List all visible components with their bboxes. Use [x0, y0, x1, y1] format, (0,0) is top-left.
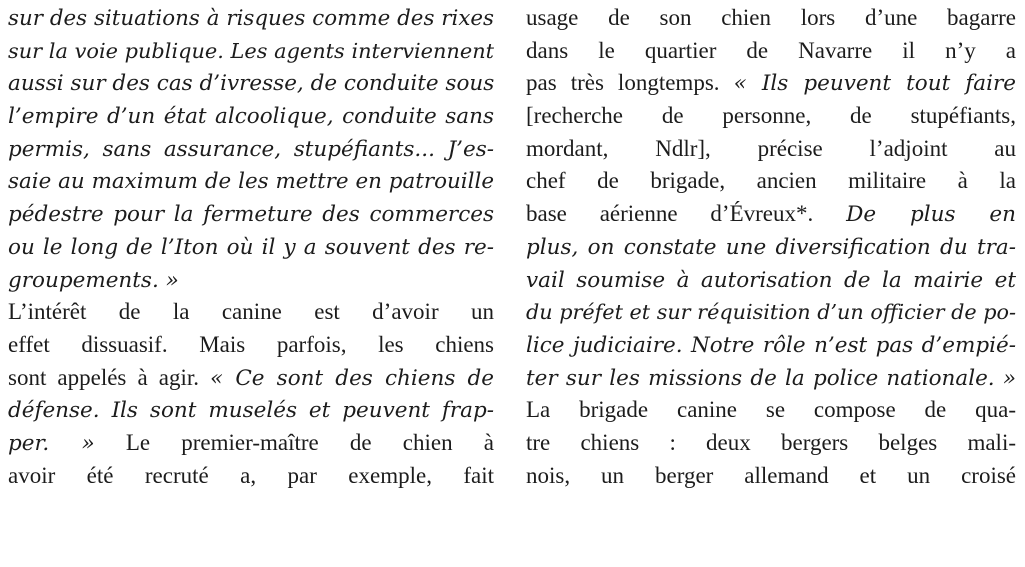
- quote-text: plus, on constate une diversification du tra-: [526, 234, 1016, 260]
- body-text: usage de son chien lors d’une bagarre: [526, 5, 1016, 30]
- text-line: [8, 231, 494, 264]
- text-line: [8, 394, 494, 427]
- quote-text: saie au maximum de les mettre en patrouille: [8, 169, 494, 195]
- quote-text: pédestre pour la fermeture des commerces: [8, 202, 494, 228]
- quote-text: De plus en: [846, 202, 1016, 228]
- text-line: [8, 427, 494, 460]
- quote-text: défense. Ils sont muselés et peuvent frap-: [8, 398, 494, 424]
- quote-text: permis, sans assurance, stupéfiants... J’es-: [8, 136, 494, 162]
- body-text: dans le quartier de Navarre il n’y a: [526, 37, 1016, 63]
- body-text: [recherche de personne, de stupéfiants,: [526, 103, 1016, 129]
- body-text: effet dissuasif. Mais parfois, les chiens: [8, 331, 494, 357]
- text-line: [526, 460, 1016, 493]
- body-text: base aérienne d’Évreux*.: [526, 201, 847, 227]
- body-text: nois, un berger allemand et un croisé: [526, 462, 1016, 488]
- text-line: [526, 394, 1016, 427]
- quote-text: « Ils peuvent tout faire: [733, 71, 1017, 97]
- body-text: tre chiens : deux bergers belges mali-: [526, 429, 1016, 455]
- body-text: chef de brigade, ancien militaire à la: [526, 168, 1016, 194]
- text-line: [8, 35, 494, 68]
- quote-text: groupements. »: [8, 267, 179, 293]
- text-line: [8, 329, 494, 362]
- text-line: [526, 35, 1016, 68]
- quote-text: vail soumise à autorisation de la mairie et: [526, 267, 1016, 293]
- text-line: [526, 67, 1016, 100]
- text-line: [526, 362, 1016, 395]
- quote-text: l’empire d’un état alcoolique, conduite sans: [8, 104, 494, 130]
- quote-text: sur la voie publique. Les agents interviennent: [8, 38, 494, 63]
- text-line: [526, 2, 1016, 35]
- body-text: sont appelés à agir.: [8, 364, 211, 390]
- body-text: L’intérêt de la canine est d’avoir un: [8, 299, 494, 325]
- quote-text: ter sur les missions de la police nationale. »: [526, 365, 1016, 391]
- text-line: [526, 133, 1016, 166]
- quote-text: per. »: [8, 430, 95, 456]
- quote-text: lice judiciaire. Notre rôle n’est pas d’empié-: [526, 332, 1016, 358]
- text-line: [8, 460, 494, 493]
- text-line: [526, 427, 1016, 460]
- quote-text: « Ce sont des chiens de: [210, 365, 494, 391]
- body-text: avoir été recruté a, par exemple, fait: [8, 462, 494, 488]
- text-line: [8, 296, 494, 329]
- text-line: [8, 264, 494, 297]
- text-line: [8, 133, 494, 166]
- text-column-right: [526, 0, 1016, 492]
- text-line: [526, 329, 1016, 362]
- body-text: mordant, Ndlr], précise l’adjoint au: [526, 135, 1016, 161]
- text-column-left: [8, 0, 494, 492]
- text-line: [526, 264, 1016, 297]
- body-text: Le premier-maître de chien à: [94, 429, 494, 455]
- text-line: [8, 362, 494, 395]
- text-line: [526, 296, 1016, 329]
- body-text: pas très longtemps.: [526, 70, 734, 96]
- quote-text: ou le long de l’Iton où il y a souvent des re-: [8, 234, 494, 260]
- text-line: [8, 198, 494, 231]
- text-line: [526, 100, 1016, 133]
- quote-text: sur des situations à risques comme des rixes: [8, 6, 494, 31]
- text-line: [8, 165, 494, 198]
- quote-text: du préfet et sur réquisition d’un officier de po-: [526, 300, 1016, 325]
- text-line: [526, 231, 1016, 264]
- text-line: [526, 198, 1016, 231]
- text-line: [8, 100, 494, 133]
- text-line: [8, 2, 494, 35]
- body-text: La brigade canine se compose de qua-: [526, 397, 1016, 423]
- quote-text: aussi sur des cas d’ivresse, de conduite sous: [8, 71, 495, 97]
- text-line: [526, 165, 1016, 198]
- text-line: [8, 67, 494, 100]
